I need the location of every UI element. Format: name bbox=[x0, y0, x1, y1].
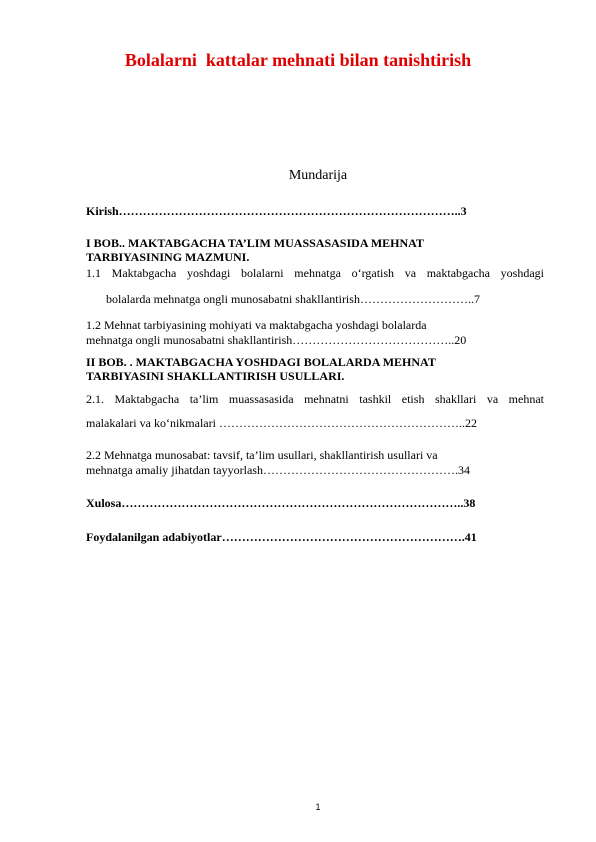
toc-entry-chapter-1-line-1: I BOB.. MAKTABGACHA TA’LIM MUASSASASIDA MEHNAT bbox=[86, 236, 424, 250]
toc-entry-chapter-2-line-2: TARBIYASINI SHAKLLANTIRISH USULLARI. bbox=[86, 369, 345, 383]
toc-entry-chapter-1-line-2: TARBIYASINING MAZMUNI. bbox=[86, 250, 250, 264]
toc-entry-intro: Kirish…………………………………………………………………………..3 bbox=[86, 204, 467, 218]
toc-entry-section-1-1-line-2: bolalarda mehnatga ongli munosabatni shakllantirish………………………..7 bbox=[106, 292, 480, 306]
toc-entry-section-1-2-line-2: mehnatga ongli munosabatni shakllantirish…………………………………..20 bbox=[86, 333, 467, 347]
page-number: 1 bbox=[315, 802, 321, 812]
toc-entry-references: Foydalanilgan adabiyotlar…………………………………………………….41 bbox=[86, 530, 477, 544]
toc-entry-section-2-1-line-2: malakalari va ko‘nikmalari ……………………………………………………..22 bbox=[86, 416, 477, 430]
toc-entry-section-1-1-line-1: 1.1 Maktabgacha yoshdagi bolalarni mehnatga o‘rgatish va maktabgacha yoshdagi bbox=[86, 266, 544, 280]
toc-entry-section-2-1-line-1: 2.1. Maktabgacha ta’lim muassasasida mehnatni tashkil etish shakllari va mehnat bbox=[86, 392, 544, 406]
toc-entry-conclusion: Xulosa…………………………………………………………………………..38 bbox=[86, 496, 476, 510]
toc-heading: Mundarija bbox=[288, 168, 348, 183]
toc-entry-section-1-2-line-1: 1.2 Mehnat tarbiyasining mohiyati va maktabgacha yoshdagi bolalarda bbox=[86, 318, 427, 332]
toc-entry-chapter-2-line-1: II BOB. . MAKTABGACHA YOSHDAGI BOLALARDA MEHNAT bbox=[86, 355, 436, 369]
document-title: Bolalarni kattalar mehnati bilan tanishtirish bbox=[124, 50, 472, 70]
toc-entry-section-2-2-line-2: mehnatga amaliy jihatdan tayyorlash………………………………………….34 bbox=[86, 463, 470, 477]
toc-entry-section-2-2-line-1: 2.2 Mehnatga munosabat: tavsif, ta’lim usullari, shakllantirish usullari va bbox=[86, 448, 438, 462]
